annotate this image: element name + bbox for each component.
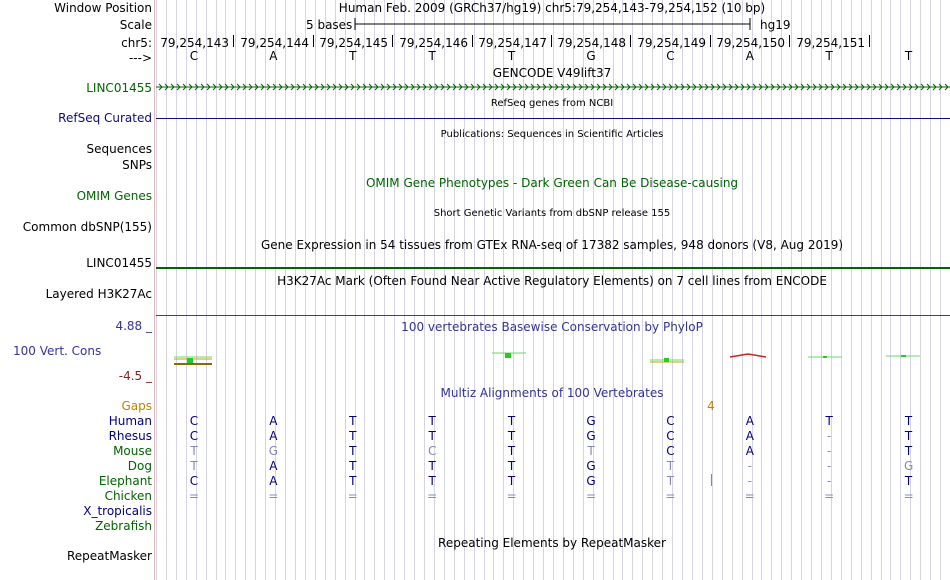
ruler-tick-label: 79,254,148 <box>557 36 626 50</box>
phylop-track-title: 100 vertebrates Basewise Conservation by PhyloP <box>401 320 703 334</box>
phylop-bar-4 <box>730 354 766 357</box>
aligned-base: T <box>507 414 516 428</box>
aligned-base: G <box>586 429 596 443</box>
gencode-track-title: GENCODE V49lift37 <box>492 66 612 80</box>
omim-genes-label[interactable]: OMIM Genes <box>76 189 152 203</box>
phylop-bar-5 <box>808 356 842 358</box>
publications-track-title: Publications: Sequences in Scientific Articles <box>440 129 664 140</box>
ruler-tick <box>313 35 314 47</box>
ruler-tick-label: 79,254,149 <box>637 36 706 50</box>
label-separator <box>154 0 155 580</box>
dna-base: T <box>825 49 833 63</box>
aligned-base: T <box>428 474 436 488</box>
aligned-base: G <box>586 459 596 473</box>
window-position-label: Window Position <box>54 1 152 15</box>
aligned-base: A <box>269 429 278 443</box>
h3k27ac-track-title: H3K27Ac Mark (Often Found Near Active Regulatory Elements) on 7 cell lines from ENCODE <box>277 274 827 288</box>
ruler-tick-label: 79,254,147 <box>478 36 547 50</box>
aligned-base: A <box>269 474 278 488</box>
species-label-elephant[interactable]: Elephant <box>98 474 152 488</box>
ruler-tick <box>630 35 631 47</box>
aligned-base: T <box>349 429 357 443</box>
ruler-tick <box>233 35 234 47</box>
dna-base: T <box>507 49 516 63</box>
assembly-label: hg19 <box>760 18 791 32</box>
species-label-dog[interactable]: Dog <box>127 459 152 473</box>
scale-bar-label: 5 bases <box>306 18 353 32</box>
aligned-base: T <box>507 444 516 458</box>
aligned-base: C <box>666 444 675 458</box>
aligned-base: T <box>428 429 436 443</box>
refseq-curated-label[interactable]: RefSeq Curated <box>58 111 152 125</box>
dbsnp-track-title: Short Genetic Variants from dbSNP release 155 <box>433 208 671 219</box>
aligned-base: = <box>903 489 914 503</box>
dna-base: T <box>349 49 357 63</box>
position-text: Human Feb. 2009 (GRCh37/hg19) chr5:79,254,143-79,254,152 (10 bp) <box>338 1 766 15</box>
aligned-base: T <box>349 474 357 488</box>
aligned-base: = <box>427 489 438 503</box>
chrom-label: chr5: <box>121 36 152 50</box>
dna-base: A <box>745 49 754 63</box>
dna-base: T <box>904 49 913 63</box>
gap-marker <box>711 474 712 486</box>
aligned-base: C <box>189 474 199 488</box>
ruler-tick-label: 79,254,150 <box>716 36 785 50</box>
species-label-chicken[interactable]: Chicken <box>104 489 152 503</box>
aligned-base: - <box>747 474 752 488</box>
aligned-base: T <box>349 444 357 458</box>
phylop-bar-1 <box>174 357 212 364</box>
aligned-base: T <box>507 429 516 443</box>
species-label-human[interactable]: Human <box>108 414 152 428</box>
aligned-base: G <box>586 414 596 428</box>
aligned-base: T <box>190 444 198 458</box>
ruler-tick-label: 79,254,143 <box>160 36 229 50</box>
ruler-tick <box>392 35 393 47</box>
aligned-base: C <box>427 444 437 458</box>
aligned-base: - <box>827 444 832 458</box>
aligned-base: = <box>585 489 597 503</box>
aligned-base: A <box>269 414 278 428</box>
aligned-base: = <box>744 489 755 503</box>
aligned-base: A <box>745 414 754 428</box>
gtex-gene-bar[interactable] <box>156 267 950 269</box>
linc01455-gene-feature[interactable] <box>156 80 950 94</box>
ruler-tick <box>869 35 870 47</box>
scale-bar <box>354 16 752 32</box>
species-label-rhesus[interactable]: Rhesus <box>108 429 152 443</box>
aligned-base: T <box>507 459 516 473</box>
aligned-base: T <box>904 429 913 443</box>
aligned-base: T <box>428 414 436 428</box>
aligned-base: A <box>269 459 278 473</box>
aligned-base: - <box>827 474 832 488</box>
phylop-bar-2 <box>492 353 526 358</box>
ruler-tick-label: 79,254,145 <box>319 36 388 50</box>
aligned-base: = <box>188 489 200 503</box>
ruler-tick <box>551 35 552 47</box>
scale-label: Scale <box>119 18 152 32</box>
aligned-base: = <box>665 489 676 503</box>
refseq-track-title: RefSeq genes from NCBI <box>490 98 614 109</box>
aligned-base: = <box>268 489 279 503</box>
aligned-base: T <box>349 414 357 428</box>
track-area[interactable] <box>156 0 950 580</box>
gaps-label: Gaps <box>121 399 152 413</box>
omim-track-title: OMIM Gene Phenotypes - Dark Green Can Be Disease-causing <box>365 176 739 190</box>
dna-base: G <box>586 49 596 63</box>
aligned-base: T <box>587 444 595 458</box>
phylop-bar-6 <box>886 355 920 357</box>
aligned-base: - <box>827 429 832 443</box>
aligned-base: - <box>747 459 752 473</box>
aligned-base: G <box>586 474 596 488</box>
layered-h3k27ac-label[interactable]: Layered H3K27Ac <box>45 287 152 301</box>
ruler-tick-label: 79,254,144 <box>240 36 309 50</box>
gap-count: 4 <box>707 399 715 413</box>
dna-base: A <box>269 49 278 63</box>
ruler-tick-label: 79,254,146 <box>399 36 468 50</box>
aligned-base: - <box>827 459 832 473</box>
aligned-base: T <box>190 459 198 473</box>
repeatmasker-track-title: Repeating Elements by RepeatMasker <box>438 536 666 550</box>
common-dbsnp-label[interactable]: Common dbSNP(155) <box>22 220 152 234</box>
dna-base: C <box>189 49 199 63</box>
ruler-tick-label: 79,254,151 <box>796 36 865 50</box>
aligned-base: A <box>745 429 754 443</box>
phylop-conservation-plot[interactable] <box>156 345 950 370</box>
species-label-x_tropicalis[interactable]: X_tropicalis <box>83 504 152 518</box>
aligned-base: T <box>349 459 357 473</box>
aligned-base: T <box>904 444 913 458</box>
snps-label[interactable]: SNPs <box>122 158 152 172</box>
aligned-base: = <box>824 489 835 503</box>
aligned-base: T <box>904 474 913 488</box>
ruler-tick <box>472 35 473 47</box>
aligned-base: C <box>666 429 675 443</box>
aligned-base: G <box>903 459 914 473</box>
aligned-base: = <box>506 489 517 503</box>
aligned-base: T <box>507 474 516 488</box>
track-label-column <box>0 0 155 580</box>
repeatmasker-label[interactable]: RepeatMasker <box>66 549 152 563</box>
linc01455-label[interactable]: LINC01455 <box>86 81 152 95</box>
aligned-base: A <box>745 444 754 458</box>
aligned-base: C <box>189 414 199 428</box>
linc01455-gtex-label[interactable]: LINC01455 <box>86 256 152 270</box>
species-label-mouse[interactable]: Mouse <box>113 444 152 458</box>
aligned-base: C <box>189 429 199 443</box>
aligned-base: T <box>428 459 436 473</box>
dna-base: T <box>428 49 436 63</box>
aligned-base: C <box>666 414 675 428</box>
gtex-track-title: Gene Expression in 54 tissues from GTEx RNA-seq of 17382 samples, 948 donors (V8, Aug 2019) <box>260 238 844 252</box>
refseq-gene-line[interactable] <box>156 118 950 119</box>
dna-base: C <box>666 49 675 63</box>
sequences-label[interactable]: Sequences <box>86 142 152 156</box>
aligned-base: T <box>904 414 913 428</box>
aligned-base: T <box>666 474 675 488</box>
h3k27ac-signal-line[interactable] <box>156 315 950 316</box>
aligned-base: T <box>666 459 675 473</box>
phylop-min-label: -4.5 _ <box>118 369 152 383</box>
vert-cons-label[interactable]: 100 Vert. Cons <box>13 344 102 358</box>
ruler-tick <box>710 35 711 47</box>
aligned-base: T <box>825 414 833 428</box>
phylop-bar-3 <box>650 358 684 362</box>
multiz-track-title: Multiz Alignments of 100 Vertebrates <box>440 386 664 400</box>
strand-label: ---> <box>128 51 152 65</box>
ruler-tick <box>789 35 790 47</box>
aligned-base: = <box>347 489 358 503</box>
species-label-zebrafish[interactable]: Zebrafish <box>95 519 152 533</box>
phylop-max-label: 4.88 _ <box>115 319 152 333</box>
aligned-base: G <box>268 444 279 458</box>
